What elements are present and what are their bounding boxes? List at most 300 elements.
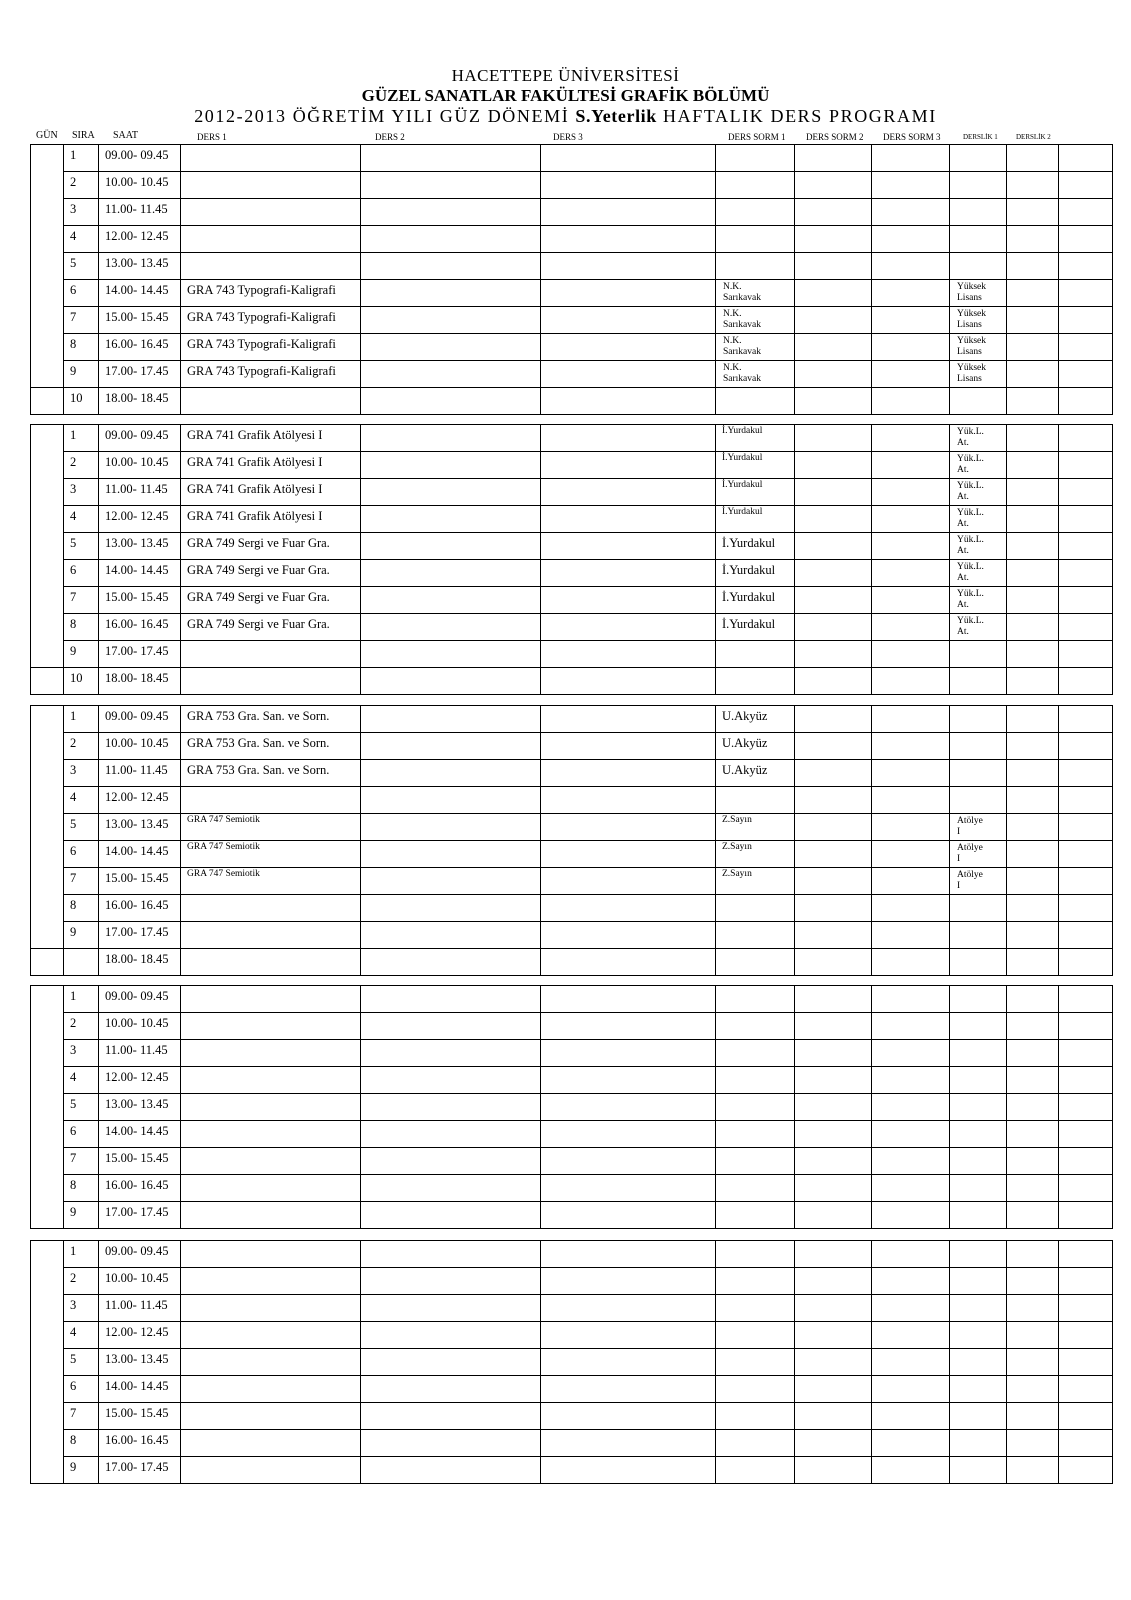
ders2-cell — [361, 425, 541, 452]
derslik1-cell — [950, 587, 1007, 614]
derslik1-cell-text: Yüksek Lisans — [957, 282, 987, 303]
ders1-cell — [181, 1175, 361, 1202]
time-slot — [99, 334, 181, 361]
sorm3-cell — [872, 949, 950, 976]
row-number — [64, 760, 99, 787]
ders2-cell — [361, 1121, 541, 1148]
ders3-cell — [541, 280, 716, 307]
sorm1-cell — [716, 706, 795, 733]
derslik2-cell — [1007, 1295, 1059, 1322]
sorm1-cell-text: Z.Sayın — [722, 815, 752, 825]
sorm1-cell-text: N.K. Sarıkavak — [723, 363, 761, 384]
derslik1-cell — [950, 1067, 1007, 1094]
ders1-cell — [181, 1457, 361, 1484]
row-number — [64, 841, 99, 868]
time-slot-text: 15.00- 15.45 — [105, 1151, 169, 1165]
derslik1-cell — [950, 280, 1007, 307]
row-number-text: 7 — [70, 1406, 77, 1420]
time-slot — [99, 949, 181, 976]
table-row — [31, 280, 1113, 307]
row-number-text: 1 — [70, 709, 77, 723]
sorm3-cell — [872, 814, 950, 841]
derslik1-cell — [950, 479, 1007, 506]
sorm2-cell — [795, 425, 872, 452]
sorm1-cell — [716, 253, 795, 280]
derslik1-cell-text: Yük.L. At. — [957, 589, 984, 610]
sorm1-cell — [716, 1202, 795, 1229]
sorm2-cell — [795, 1241, 872, 1268]
derslik2-cell — [1007, 280, 1059, 307]
sorm1-cell — [716, 1268, 795, 1295]
ders2-cell — [361, 1241, 541, 1268]
sorm2-cell — [795, 706, 872, 733]
day-name-cell — [31, 986, 64, 1229]
time-slot — [99, 1457, 181, 1484]
time-slot — [99, 1349, 181, 1376]
ders1-cell-text: GRA 743 Typografi-Kaligrafi — [187, 310, 336, 324]
derslik1-cell-text: Atölye I — [957, 870, 983, 891]
sorm2-cell — [795, 1202, 872, 1229]
sorm1-cell — [716, 226, 795, 253]
row-number-text: 4 — [70, 790, 77, 804]
sorm1-cell — [716, 1322, 795, 1349]
derslik2-cell — [1007, 922, 1059, 949]
derslik1-cell — [950, 1295, 1007, 1322]
ders2-cell — [361, 1457, 541, 1484]
extra-cell — [1059, 1094, 1113, 1121]
sorm2-cell — [795, 868, 872, 895]
sorm2-cell — [795, 172, 872, 199]
row-number — [64, 1148, 99, 1175]
ders1-cell — [181, 199, 361, 226]
ders1-cell — [181, 587, 361, 614]
time-slot-text: 13.00- 13.45 — [105, 256, 169, 270]
derslik1-cell — [950, 1013, 1007, 1040]
table-row — [31, 895, 1113, 922]
row-number — [64, 1376, 99, 1403]
time-slot-text: 10.00- 10.45 — [105, 1271, 169, 1285]
derslik2-cell — [1007, 868, 1059, 895]
derslik2-cell — [1007, 1376, 1059, 1403]
ders3-cell — [541, 388, 716, 415]
time-slot-text: 11.00- 11.45 — [105, 202, 168, 216]
sorm1-cell-text: İ.Yurdakul — [722, 426, 763, 436]
ders3-cell — [541, 1376, 716, 1403]
sorm3-cell — [872, 787, 950, 814]
sorm3-cell — [872, 425, 950, 452]
derslik2-cell — [1007, 1403, 1059, 1430]
ders2-cell — [361, 868, 541, 895]
table-row — [31, 452, 1113, 479]
sorm2-cell — [795, 388, 872, 415]
ders2-cell — [361, 760, 541, 787]
derslik1-cell — [950, 868, 1007, 895]
extra-cell — [1059, 425, 1113, 452]
ders2-cell — [361, 949, 541, 976]
col-header-sira: SIRA — [72, 130, 95, 141]
derslik1-cell — [950, 1403, 1007, 1430]
sorm1-cell-text: Z.Sayın — [722, 842, 752, 852]
time-slot — [99, 895, 181, 922]
time-slot-text: 09.00- 09.45 — [105, 989, 169, 1003]
row-number-text: 6 — [70, 844, 77, 858]
time-slot — [99, 280, 181, 307]
time-slot — [99, 1067, 181, 1094]
derslik1-cell — [950, 1094, 1007, 1121]
sorm2-cell — [795, 1268, 872, 1295]
day-name-cell-empty — [31, 388, 64, 415]
sorm2-cell — [795, 949, 872, 976]
ders2-cell — [361, 1430, 541, 1457]
table-row — [31, 560, 1113, 587]
row-number — [64, 388, 99, 415]
extra-cell — [1059, 587, 1113, 614]
time-slot — [99, 760, 181, 787]
row-number — [64, 1349, 99, 1376]
sorm2-cell — [795, 895, 872, 922]
extra-cell — [1059, 1403, 1113, 1430]
ders2-cell — [361, 1268, 541, 1295]
extra-cell — [1059, 253, 1113, 280]
ders3-cell — [541, 1268, 716, 1295]
extra-cell — [1059, 479, 1113, 506]
ders3-cell — [541, 226, 716, 253]
day-name-cell-empty — [31, 668, 64, 695]
row-number — [64, 949, 99, 976]
derslik1-cell — [950, 760, 1007, 787]
derslik2-cell — [1007, 199, 1059, 226]
table-row — [31, 1094, 1113, 1121]
row-number — [64, 868, 99, 895]
table-row — [31, 253, 1113, 280]
time-slot-text: 18.00- 18.45 — [105, 391, 169, 405]
table-row — [31, 986, 1113, 1013]
ders1-cell — [181, 922, 361, 949]
ders1-cell — [181, 533, 361, 560]
time-slot-text: 12.00- 12.45 — [105, 509, 169, 523]
row-number-text: 10 — [70, 671, 83, 685]
row-number-text: 3 — [70, 1043, 77, 1057]
ders2-cell — [361, 787, 541, 814]
table-row — [31, 479, 1113, 506]
derslik2-cell — [1007, 506, 1059, 533]
table-row — [31, 1457, 1113, 1484]
sorm2-cell — [795, 1121, 872, 1148]
derslik1-cell — [950, 1040, 1007, 1067]
ders1-cell — [181, 949, 361, 976]
row-number — [64, 1457, 99, 1484]
ders3-cell — [541, 1322, 716, 1349]
table-row — [31, 199, 1113, 226]
sorm3-cell — [872, 280, 950, 307]
extra-cell — [1059, 1067, 1113, 1094]
ders2-cell — [361, 841, 541, 868]
sorm1-cell — [716, 1241, 795, 1268]
sorm2-cell — [795, 145, 872, 172]
derslik2-cell — [1007, 452, 1059, 479]
extra-cell — [1059, 1268, 1113, 1295]
time-slot-text: 11.00- 11.45 — [105, 1043, 168, 1057]
row-number-text: 2 — [70, 175, 77, 189]
row-number — [64, 253, 99, 280]
derslik1-cell-text: Yük.L. At. — [957, 562, 984, 583]
row-number — [64, 706, 99, 733]
table-row — [31, 841, 1113, 868]
sorm2-cell — [795, 1040, 872, 1067]
sorm3-cell — [872, 1376, 950, 1403]
derslik1-cell-text: Atölye I — [957, 843, 983, 864]
sorm2-cell — [795, 1349, 872, 1376]
row-number-text: 9 — [70, 644, 77, 658]
ders1-cell — [181, 760, 361, 787]
table-row — [31, 760, 1113, 787]
ders2-cell — [361, 199, 541, 226]
sorm1-cell — [716, 479, 795, 506]
time-slot — [99, 1430, 181, 1457]
time-slot — [99, 145, 181, 172]
ders1-cell — [181, 668, 361, 695]
ders3-cell — [541, 1241, 716, 1268]
row-number — [64, 226, 99, 253]
sorm1-cell — [716, 560, 795, 587]
ders1-cell — [181, 1268, 361, 1295]
ders3-cell — [541, 1094, 716, 1121]
row-number — [64, 986, 99, 1013]
sorm1-cell — [716, 895, 795, 922]
sorm3-cell — [872, 922, 950, 949]
ders1-cell-text: GRA 749 Sergi ve Fuar Gra. — [187, 563, 330, 577]
time-slot — [99, 733, 181, 760]
ders3-cell — [541, 145, 716, 172]
row-number-text: 6 — [70, 1124, 77, 1138]
row-number-text: 4 — [70, 509, 77, 523]
sorm2-cell — [795, 361, 872, 388]
row-number — [64, 641, 99, 668]
sorm1-cell — [716, 1349, 795, 1376]
sorm1-cell-text: U.Akyüz — [722, 709, 768, 723]
sorm1-cell — [716, 361, 795, 388]
time-slot-text: 13.00- 13.45 — [105, 817, 169, 831]
row-number — [64, 506, 99, 533]
derslik1-cell — [950, 1430, 1007, 1457]
title-line-3 — [0, 106, 1131, 127]
row-number — [64, 1094, 99, 1121]
time-slot-text: 16.00- 16.45 — [105, 617, 169, 631]
time-slot-text: 12.00- 12.45 — [105, 229, 169, 243]
col-header-ders1: DERS 1 — [197, 132, 227, 142]
derslik1-cell — [950, 841, 1007, 868]
row-number-text: 3 — [70, 482, 77, 496]
sorm3-cell — [872, 452, 950, 479]
derslik2-cell — [1007, 1013, 1059, 1040]
time-slot — [99, 253, 181, 280]
sorm3-cell — [872, 199, 950, 226]
ders1-cell-text: GRA 753 Gra. San. ve Sorn. — [187, 709, 330, 723]
sorm2-cell — [795, 452, 872, 479]
sorm1-cell — [716, 922, 795, 949]
day-table — [30, 705, 1113, 976]
sorm2-cell — [795, 1148, 872, 1175]
sorm2-cell — [795, 733, 872, 760]
table-row — [31, 868, 1113, 895]
derslik2-cell — [1007, 253, 1059, 280]
derslik1-cell-text: Yük.L. At. — [957, 535, 984, 556]
time-slot-text: 10.00- 10.45 — [105, 175, 169, 189]
ders1-cell-text: GRA 741 Grafik Atölyesi I — [187, 455, 323, 469]
sorm2-cell — [795, 226, 872, 253]
derslik1-cell — [950, 1121, 1007, 1148]
derslik1-cell — [950, 1349, 1007, 1376]
row-number-text: 1 — [70, 428, 77, 442]
time-slot — [99, 307, 181, 334]
ders1-cell-text: GRA 743 Typografi-Kaligrafi — [187, 337, 336, 351]
table-row — [31, 1067, 1113, 1094]
extra-cell — [1059, 1175, 1113, 1202]
derslik1-cell — [950, 307, 1007, 334]
ders1-cell-text: GRA 743 Typografi-Kaligrafi — [187, 283, 336, 297]
sorm2-cell — [795, 253, 872, 280]
table-row — [31, 814, 1113, 841]
ders1-cell — [181, 1376, 361, 1403]
sorm3-cell — [872, 479, 950, 506]
ders3-cell — [541, 560, 716, 587]
time-slot — [99, 787, 181, 814]
ders3-cell — [541, 706, 716, 733]
sorm1-cell — [716, 641, 795, 668]
ders2-cell — [361, 641, 541, 668]
extra-cell — [1059, 841, 1113, 868]
time-slot-text: 15.00- 15.45 — [105, 871, 169, 885]
sorm3-cell — [872, 1148, 950, 1175]
row-number-text: 5 — [70, 1352, 77, 1366]
time-slot-text: 13.00- 13.45 — [105, 1097, 169, 1111]
sorm1-cell — [716, 506, 795, 533]
time-slot — [99, 587, 181, 614]
row-number-text: 5 — [70, 256, 77, 270]
row-number-text: 5 — [70, 536, 77, 550]
time-slot-text: 09.00- 09.45 — [105, 1244, 169, 1258]
table-row — [31, 587, 1113, 614]
row-number-text: 9 — [70, 364, 77, 378]
extra-cell — [1059, 895, 1113, 922]
ders1-cell — [181, 1322, 361, 1349]
sorm3-cell — [872, 1175, 950, 1202]
ders1-cell-text: GRA 743 Typografi-Kaligrafi — [187, 364, 336, 378]
time-slot-text: 15.00- 15.45 — [105, 310, 169, 324]
ders2-cell — [361, 668, 541, 695]
derslik1-cell — [950, 1202, 1007, 1229]
derslik1-cell — [950, 226, 1007, 253]
ders1-cell-text: GRA 749 Sergi ve Fuar Gra. — [187, 617, 330, 631]
derslik2-cell — [1007, 425, 1059, 452]
ders2-cell — [361, 1013, 541, 1040]
ders3-cell — [541, 253, 716, 280]
ders1-cell — [181, 986, 361, 1013]
sorm1-cell-text: İ.Yurdakul — [722, 507, 763, 517]
derslik2-cell — [1007, 841, 1059, 868]
ders3-cell — [541, 760, 716, 787]
extra-cell — [1059, 1430, 1113, 1457]
ders2-cell — [361, 479, 541, 506]
row-number-text: 9 — [70, 1205, 77, 1219]
extra-cell — [1059, 334, 1113, 361]
time-slot — [99, 1403, 181, 1430]
ders1-cell — [181, 334, 361, 361]
derslik1-cell-text: Yüksek Lisans — [957, 363, 987, 384]
derslik2-cell — [1007, 895, 1059, 922]
ders1-cell-text: GRA 749 Sergi ve Fuar Gra. — [187, 590, 330, 604]
row-number-text: 8 — [70, 617, 77, 631]
sorm2-cell — [795, 814, 872, 841]
sorm2-cell — [795, 587, 872, 614]
derslik1-cell — [950, 1457, 1007, 1484]
ders1-cell-text: GRA 753 Gra. San. ve Sorn. — [187, 763, 330, 777]
sorm2-cell — [795, 760, 872, 787]
time-slot-text: 17.00- 17.45 — [105, 644, 169, 658]
time-slot-text: 13.00- 13.45 — [105, 536, 169, 550]
ders3-cell — [541, 1430, 716, 1457]
extra-cell — [1059, 760, 1113, 787]
table-row — [31, 145, 1113, 172]
ders2-cell — [361, 388, 541, 415]
sorm2-cell — [795, 1376, 872, 1403]
derslik2-cell — [1007, 145, 1059, 172]
time-slot-text: 09.00- 09.45 — [105, 148, 169, 162]
ders1-cell — [181, 1349, 361, 1376]
sorm2-cell — [795, 922, 872, 949]
derslik1-cell-text: Yük.L. At. — [957, 481, 984, 502]
time-slot-text: 15.00- 15.45 — [105, 590, 169, 604]
ders2-cell — [361, 614, 541, 641]
table-row — [31, 1403, 1113, 1430]
time-slot-text: 11.00- 11.45 — [105, 482, 168, 496]
ders2-cell — [361, 814, 541, 841]
time-slot — [99, 425, 181, 452]
ders3-cell — [541, 1175, 716, 1202]
table-row — [31, 533, 1113, 560]
table-row — [31, 1175, 1113, 1202]
ders1-cell — [181, 1295, 361, 1322]
sorm2-cell — [795, 1403, 872, 1430]
time-slot — [99, 533, 181, 560]
ders2-cell — [361, 1040, 541, 1067]
derslik1-cell — [950, 533, 1007, 560]
derslik2-cell — [1007, 361, 1059, 388]
day-name-cell — [31, 145, 64, 388]
ders2-cell — [361, 172, 541, 199]
derslik2-cell — [1007, 614, 1059, 641]
sorm1-cell-text: İ.Yurdakul — [722, 453, 763, 463]
extra-cell — [1059, 1349, 1113, 1376]
sorm1-cell — [716, 668, 795, 695]
extra-cell — [1059, 199, 1113, 226]
ders3-cell — [541, 787, 716, 814]
sorm1-cell — [716, 587, 795, 614]
extra-cell — [1059, 388, 1113, 415]
sorm2-cell — [795, 841, 872, 868]
ders1-cell — [181, 787, 361, 814]
derslik2-cell — [1007, 1121, 1059, 1148]
time-slot-text: 16.00- 16.45 — [105, 1433, 169, 1447]
row-number — [64, 425, 99, 452]
table-row — [31, 733, 1113, 760]
time-slot-text: 12.00- 12.45 — [105, 790, 169, 804]
ders3-cell — [541, 895, 716, 922]
row-number — [64, 787, 99, 814]
col-header-ders3: DERS 3 — [553, 132, 583, 142]
ders2-cell — [361, 533, 541, 560]
ders1-cell — [181, 452, 361, 479]
